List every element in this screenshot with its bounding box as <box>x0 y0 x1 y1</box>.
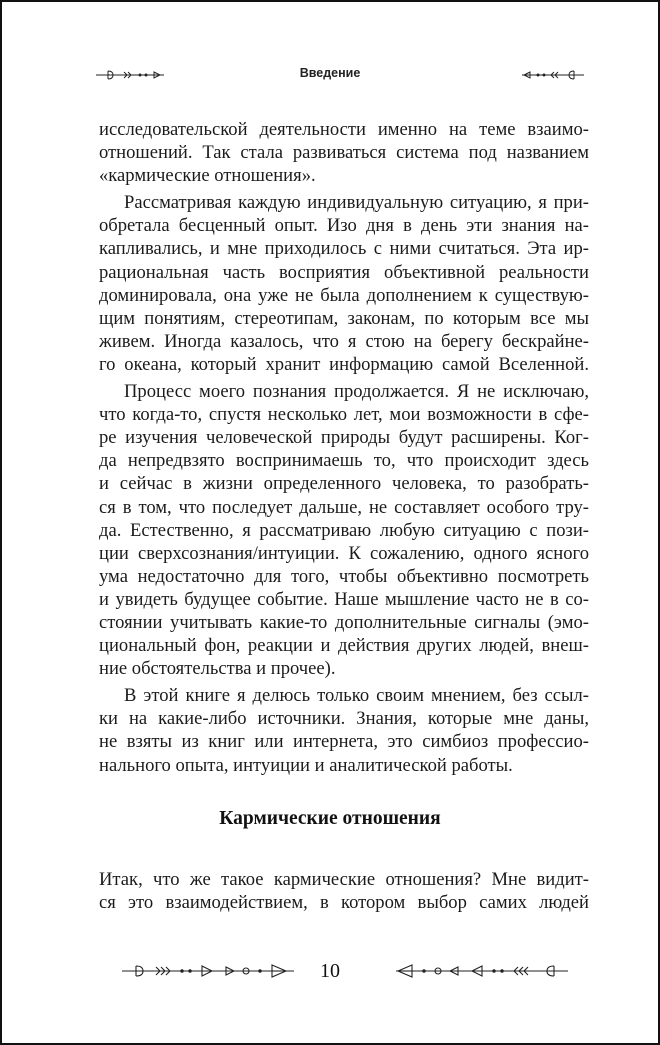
footer-right-arrow-ornament <box>394 962 570 980</box>
text-line: что когда-то, спустя несколько лет, мои возможности в сфе- <box>99 404 589 426</box>
running-title: Введение <box>299 66 361 80</box>
paragraph-3 <box>99 380 589 680</box>
text-line: не взяты из книг или интернета, это симбиоз профессио- <box>99 731 589 753</box>
paragraph-5 <box>99 868 589 914</box>
text-line: ки на какие-либо источники. Знания, которые мне даны, <box>99 708 589 730</box>
text-line: циональный фон, реакции и действия других людей, внеш- <box>99 635 589 657</box>
section-body-text <box>99 868 589 914</box>
text-line: рациональная часть восприятия объективной реальности <box>99 261 589 283</box>
text-line: нального опыта, интуиции и аналитической работы. <box>99 754 513 776</box>
text-line: Рассматривая каждую индивидуальную ситуацию, я при- <box>124 192 589 214</box>
text-line: исследовательской деятельности именно на теме взаимо- <box>99 119 589 140</box>
text-line: живем. Иногда казалось, что я стою на берегу бескрайне- <box>99 330 589 352</box>
text-line: В этой книге я делюсь только своим мнением, без ссыл- <box>124 685 589 707</box>
text-line: щим понятиям, стереотипам, законам, по которым все мы <box>99 307 589 329</box>
text-line: Итак, что же такое кармические отношения? Мне видит- <box>99 869 589 890</box>
text-line: ся это взаимодействием, в котором выбор самих людей <box>99 892 589 914</box>
paragraph-4 <box>99 684 589 776</box>
text-line: да. Естественно, я рассматриваю любую ситуацию с пози- <box>99 519 589 541</box>
paragraph-2 <box>99 191 589 376</box>
text-line: ума недостаточно для того, чтобы объективно посмотреть <box>99 565 589 587</box>
text-line: «кармические отношения». <box>99 165 316 187</box>
section-heading: Кармические отношения <box>219 808 441 829</box>
body-text <box>99 118 589 777</box>
text-line: капливались, и мне приходилось с ними считаться. Эта ир- <box>99 238 589 260</box>
page-number: 10 <box>320 960 340 982</box>
text-line: го океана, который хранит информацию самой Вселенной. <box>99 353 589 375</box>
text-line: и сейчас в жизни определенного человека, то разобрать- <box>99 473 589 495</box>
text-line: ции сверхсознания/интуиции. К сожалению, одного ясного <box>99 542 589 564</box>
text-line: стоянии учитывать какие-то дополнительные сигналы (эмо- <box>99 611 589 633</box>
text-line: Процесс моего познания продолжается. Я не исключаю, <box>124 381 589 403</box>
text-line: ние обстоятельства и прочее). <box>99 658 336 680</box>
text-line: ся в том, что последует дальше, не составляет особого тру- <box>99 496 589 518</box>
header-right-arrow-ornament <box>520 68 586 82</box>
text-line: отношений. Так стала развиваться система под названием <box>99 142 589 164</box>
text-line: да непредвзято воспринимаешь то, что происходит здесь <box>99 450 589 472</box>
text-line: доминировала, она уже не была дополнением к существую- <box>99 284 589 306</box>
paragraph-1 <box>99 118 589 187</box>
text-line: ре изучения человеческой природы будут расширены. Ког- <box>99 427 589 449</box>
text-line: обретала бесценный опыт. Изо дня в день эти знания на- <box>99 215 589 237</box>
text-line: и увидеть будущее событие. Наше мышление часто не в со- <box>99 588 589 610</box>
